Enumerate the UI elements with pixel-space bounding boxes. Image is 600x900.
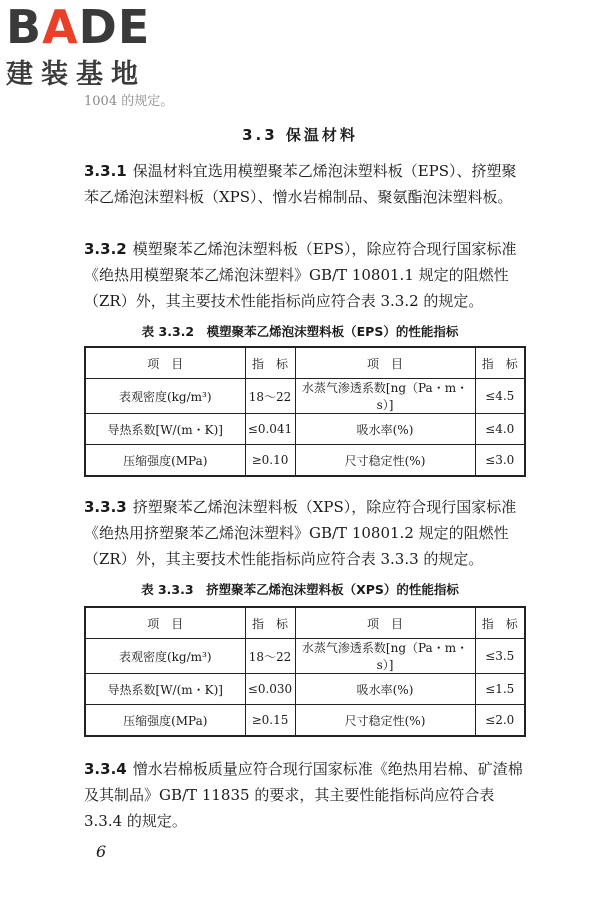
clause-text: 挤塑聚苯乙烯泡沫塑料板（XPS），除应符合现行国家标准《绝热用挤塑聚苯乙烯泡沫塑料》GB/T 10801.2 规定的阻燃性（ZR）外，其主要技术性能指标尚应符合表 3.3.3 的规定。 — [84, 498, 517, 568]
clause-text: 憎水岩棉板质量应符合现行国家标准《绝热用岩棉、矿渣棉及其制品》GB/T 11835 的要求，其主要性能指标尚应符合表 3.3.4 的规定。 — [84, 760, 523, 830]
table-cell: ≤4.0 — [475, 414, 525, 445]
table-cell: ≤3.5 — [475, 639, 525, 674]
table-cell: 压缩强度(MPa) — [85, 705, 245, 737]
table-cell: ≤2.0 — [475, 705, 525, 737]
table-cell: ≥0.15 — [245, 705, 295, 737]
clause-3-3-2 — [84, 236, 524, 314]
table-caption-3-3-3: 表 3.3.3 挤塑聚苯乙烯泡沫塑料板（XPS）的性能指标 — [141, 582, 459, 597]
header-cell: 指 标 — [245, 607, 295, 639]
header-cell: 项 目 — [85, 347, 245, 379]
page-number: 6 — [96, 842, 107, 861]
table-cell: 吸水率(%) — [295, 414, 475, 445]
clause-number: 3.3.3 — [84, 498, 127, 516]
clause-text: 模塑聚苯乙烯泡沫塑料板（EPS），除应符合现行国家标准《绝热用模塑聚苯乙烯泡沫塑料》GB/T 10801.1 规定的阻燃性（ZR）外，其主要技术性能指标尚应符合表 3.3.2 的规定。 — [84, 240, 517, 310]
clause-number: 3.3.1 — [84, 162, 127, 180]
table-cell: 18～22 — [245, 379, 295, 414]
logo — [6, 0, 151, 91]
table-row — [85, 379, 525, 414]
table-cell: 导热系数[W/(m・K)] — [85, 414, 245, 445]
table-row — [85, 445, 525, 477]
table-3-3-3 — [84, 606, 526, 737]
clause-3-3-4 — [84, 756, 524, 834]
table-header-row — [85, 607, 525, 639]
table-cell: 表观密度(kg/m³) — [85, 379, 245, 414]
header-cell: 指 标 — [475, 607, 525, 639]
clause-3-3-1 — [84, 158, 524, 210]
table-cell: ≤3.0 — [475, 445, 525, 477]
table-row — [85, 639, 525, 674]
clause-number: 3.3.2 — [84, 240, 127, 258]
clause-3-3-3 — [84, 494, 524, 572]
table-caption-3-3-2: 表 3.3.2 模塑聚苯乙烯泡沫塑料板（EPS）的性能指标 — [141, 324, 459, 339]
previous-page-text: 1004 的规定。 — [84, 94, 174, 109]
clause-number: 3.3.4 — [84, 760, 127, 778]
table-row — [85, 414, 525, 445]
table-cell: ≤0.041 — [245, 414, 295, 445]
table-cell: ≥0.10 — [245, 445, 295, 477]
clause-text: 保温材料宜选用模塑聚苯乙烯泡沫塑料板（EPS）、挤塑聚苯乙烯泡沫塑料板（XPS）、憎水岩棉制品、聚氨酯泡沫塑料板。 — [84, 162, 517, 206]
table-cell: 表观密度(kg/m³) — [85, 639, 245, 674]
header-cell: 项 目 — [295, 347, 475, 379]
header-cell: 项 目 — [295, 607, 475, 639]
table-cell: 水蒸气渗透系数[ng（Pa・m・s）] — [295, 639, 475, 674]
table-cell: 吸水率(%) — [295, 674, 475, 705]
table-cell: ≤4.5 — [475, 379, 525, 414]
table-cell: 尺寸稳定性(%) — [295, 445, 475, 477]
table-row — [85, 674, 525, 705]
header-cell: 项 目 — [85, 607, 245, 639]
header-cell: 指 标 — [475, 347, 525, 379]
section-title: 3.3 保温材料 — [242, 126, 358, 144]
table-cell: 导热系数[W/(m・K)] — [85, 674, 245, 705]
header-cell: 指 标 — [245, 347, 295, 379]
table-cell: ≤0.030 — [245, 674, 295, 705]
table-header-row — [85, 347, 525, 379]
table-cell: 18～22 — [245, 639, 295, 674]
table-cell: 尺寸稳定性(%) — [295, 705, 475, 737]
table-cell: 压缩强度(MPa) — [85, 445, 245, 477]
logo-subtitle: 建装基地 — [6, 59, 146, 90]
table-cell: ≤1.5 — [475, 674, 525, 705]
table-row — [85, 705, 525, 737]
logo-wordmark: BADE — [6, 0, 151, 54]
table-cell: 水蒸气渗透系数[ng（Pa・m・s）] — [295, 379, 475, 414]
table-3-3-2 — [84, 346, 526, 477]
